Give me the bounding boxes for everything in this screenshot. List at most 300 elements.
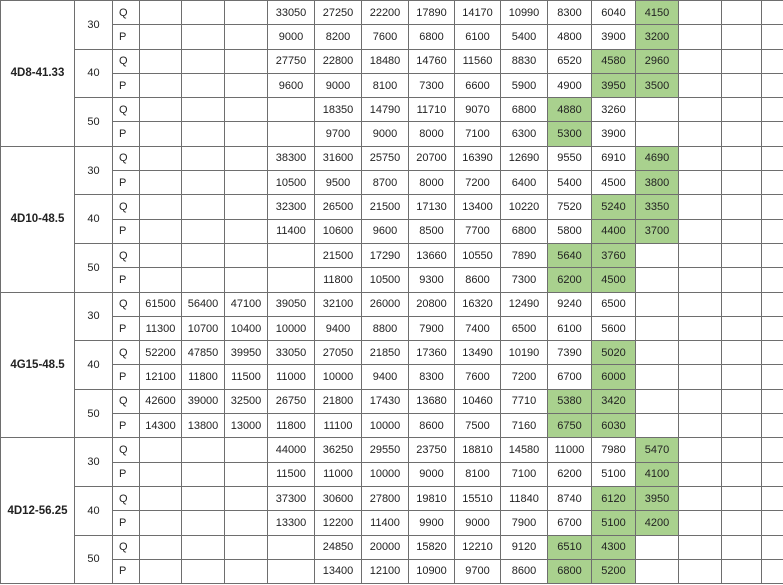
- value-cell: [636, 316, 679, 340]
- value-cell: 5400: [548, 171, 592, 195]
- row-label-cell: Q: [113, 1, 140, 25]
- value-cell: 36250: [315, 438, 362, 462]
- value-cell: 11500: [225, 365, 268, 389]
- model-name-cell: 4D8-41.33: [1, 1, 75, 147]
- value-cell: [762, 49, 783, 73]
- value-cell: 9000: [315, 73, 362, 97]
- value-cell: 9400: [315, 316, 362, 340]
- value-cell: [225, 511, 268, 535]
- value-cell: 11100: [315, 414, 362, 438]
- value-cell: 11300: [140, 316, 182, 340]
- value-cell: 7200: [455, 171, 501, 195]
- value-cell: 5100: [592, 462, 636, 486]
- value-cell: [636, 98, 679, 122]
- model-name-cell: 4D10-48.5: [1, 146, 75, 292]
- value-cell: [762, 511, 783, 535]
- row-label-cell: P: [113, 559, 140, 583]
- value-cell: 7600: [455, 365, 501, 389]
- value-cell: [762, 98, 783, 122]
- value-cell: 12210: [455, 535, 501, 559]
- value-cell: [225, 243, 268, 267]
- value-cell: 7500: [455, 414, 501, 438]
- value-cell: 20800: [409, 292, 455, 316]
- value-cell: [268, 122, 315, 146]
- value-cell: [225, 195, 268, 219]
- value-cell: 30600: [315, 486, 362, 510]
- subgroup-value-cell: 40: [75, 341, 113, 390]
- value-cell: [679, 438, 722, 462]
- value-cell: 4500: [592, 171, 636, 195]
- value-cell: 27250: [315, 1, 362, 25]
- value-cell: 8200: [315, 25, 362, 49]
- value-cell: [722, 316, 762, 340]
- row-label-cell: P: [113, 511, 140, 535]
- value-cell: [636, 559, 679, 583]
- value-cell: 6800: [548, 559, 592, 583]
- value-cell: 6030: [592, 414, 636, 438]
- value-cell: 4880: [548, 98, 592, 122]
- value-cell: 9600: [268, 73, 315, 97]
- table-row: [1, 365, 783, 389]
- value-cell: 7300: [409, 73, 455, 97]
- value-cell: 5300: [548, 122, 592, 146]
- value-cell: [722, 341, 762, 365]
- value-cell: 4800: [548, 25, 592, 49]
- value-cell: [182, 195, 225, 219]
- value-cell: [679, 171, 722, 195]
- value-cell: 5380: [548, 389, 592, 413]
- value-cell: 18810: [455, 438, 501, 462]
- value-cell: [762, 73, 783, 97]
- value-cell: [182, 25, 225, 49]
- value-cell: [722, 559, 762, 583]
- value-cell: 10500: [268, 171, 315, 195]
- table-row: [1, 195, 783, 219]
- value-cell: 8700: [362, 171, 409, 195]
- value-cell: 20700: [409, 146, 455, 170]
- value-cell: [722, 195, 762, 219]
- value-cell: [679, 49, 722, 73]
- value-cell: 5640: [548, 243, 592, 267]
- value-cell: 6500: [501, 316, 548, 340]
- value-cell: 4150: [636, 1, 679, 25]
- value-cell: 6910: [592, 146, 636, 170]
- value-cell: [636, 292, 679, 316]
- value-cell: [722, 365, 762, 389]
- value-cell: [182, 268, 225, 292]
- value-cell: [182, 511, 225, 535]
- value-cell: [762, 25, 783, 49]
- row-label-cell: P: [113, 122, 140, 146]
- value-cell: 4300: [592, 535, 636, 559]
- value-cell: 9000: [409, 462, 455, 486]
- value-cell: [762, 1, 783, 25]
- value-cell: [722, 1, 762, 25]
- value-cell: [182, 486, 225, 510]
- value-cell: 39050: [268, 292, 315, 316]
- value-cell: 39950: [225, 341, 268, 365]
- value-cell: [762, 243, 783, 267]
- row-label-cell: Q: [113, 243, 140, 267]
- value-cell: 26000: [362, 292, 409, 316]
- value-cell: [722, 98, 762, 122]
- value-cell: 5100: [592, 511, 636, 535]
- value-cell: [679, 511, 722, 535]
- value-cell: [140, 73, 182, 97]
- value-cell: 14790: [362, 98, 409, 122]
- value-cell: 6510: [548, 535, 592, 559]
- value-cell: 4500: [592, 268, 636, 292]
- table-row: [1, 292, 783, 316]
- value-cell: [762, 316, 783, 340]
- value-cell: [636, 268, 679, 292]
- value-cell: [679, 122, 722, 146]
- value-cell: [225, 146, 268, 170]
- value-cell: 11800: [268, 414, 315, 438]
- value-cell: 9000: [268, 25, 315, 49]
- value-cell: [762, 438, 783, 462]
- value-cell: 47850: [182, 341, 225, 365]
- value-cell: [268, 268, 315, 292]
- value-cell: 15820: [409, 535, 455, 559]
- value-cell: 7200: [501, 365, 548, 389]
- value-cell: 26500: [315, 195, 362, 219]
- value-cell: 13490: [455, 341, 501, 365]
- value-cell: [268, 559, 315, 583]
- value-cell: [225, 268, 268, 292]
- value-cell: 10000: [315, 365, 362, 389]
- value-cell: [722, 535, 762, 559]
- value-cell: 7400: [455, 316, 501, 340]
- value-cell: [225, 559, 268, 583]
- value-cell: [722, 219, 762, 243]
- value-cell: [762, 122, 783, 146]
- row-label-cell: Q: [113, 341, 140, 365]
- value-cell: 10000: [362, 414, 409, 438]
- value-cell: 5600: [592, 316, 636, 340]
- value-cell: [140, 511, 182, 535]
- value-cell: [762, 146, 783, 170]
- value-cell: 11000: [548, 438, 592, 462]
- value-cell: 7100: [455, 122, 501, 146]
- value-cell: [140, 243, 182, 267]
- table-row: [1, 98, 783, 122]
- value-cell: 6120: [592, 486, 636, 510]
- subgroup-value-cell: 50: [75, 243, 113, 292]
- value-cell: [225, 98, 268, 122]
- row-label-cell: Q: [113, 438, 140, 462]
- value-cell: 9550: [548, 146, 592, 170]
- value-cell: 13400: [315, 559, 362, 583]
- value-cell: 10700: [182, 316, 225, 340]
- value-cell: 8100: [362, 73, 409, 97]
- value-cell: 4400: [592, 219, 636, 243]
- value-cell: [636, 122, 679, 146]
- value-cell: [762, 171, 783, 195]
- value-cell: 13000: [225, 414, 268, 438]
- value-cell: 10600: [315, 219, 362, 243]
- value-cell: 42600: [140, 389, 182, 413]
- value-cell: 6800: [501, 219, 548, 243]
- value-cell: 6400: [501, 171, 548, 195]
- row-label-cell: P: [113, 25, 140, 49]
- value-cell: 3900: [592, 122, 636, 146]
- value-cell: [140, 195, 182, 219]
- value-cell: 10400: [225, 316, 268, 340]
- value-cell: 44000: [268, 438, 315, 462]
- value-cell: 6750: [548, 414, 592, 438]
- row-label-cell: P: [113, 268, 140, 292]
- value-cell: [679, 365, 722, 389]
- value-cell: 9300: [409, 268, 455, 292]
- value-cell: [225, 73, 268, 97]
- value-cell: 3760: [592, 243, 636, 267]
- value-cell: 8830: [501, 49, 548, 73]
- value-cell: 9700: [315, 122, 362, 146]
- table-row: [1, 73, 783, 97]
- value-cell: [722, 414, 762, 438]
- value-cell: 16390: [455, 146, 501, 170]
- value-cell: [225, 219, 268, 243]
- value-cell: [762, 341, 783, 365]
- value-cell: 8740: [548, 486, 592, 510]
- value-cell: 21800: [315, 389, 362, 413]
- value-cell: [182, 438, 225, 462]
- value-cell: [762, 559, 783, 583]
- table-row: [1, 486, 783, 510]
- value-cell: 11400: [268, 219, 315, 243]
- value-cell: [140, 219, 182, 243]
- value-cell: 10000: [362, 462, 409, 486]
- value-cell: 10990: [501, 1, 548, 25]
- table-row: [1, 49, 783, 73]
- value-cell: 3260: [592, 98, 636, 122]
- row-label-cell: P: [113, 462, 140, 486]
- value-cell: 9900: [409, 511, 455, 535]
- value-cell: 13660: [409, 243, 455, 267]
- value-cell: 7980: [592, 438, 636, 462]
- value-cell: 29550: [362, 438, 409, 462]
- value-cell: [679, 1, 722, 25]
- value-cell: 11560: [455, 49, 501, 73]
- subgroup-value-cell: 50: [75, 535, 113, 584]
- row-label-cell: Q: [113, 389, 140, 413]
- value-cell: [679, 219, 722, 243]
- value-cell: 9070: [455, 98, 501, 122]
- subgroup-value-cell: 30: [75, 146, 113, 195]
- table-row: [1, 438, 783, 462]
- value-cell: [679, 389, 722, 413]
- value-cell: 4200: [636, 511, 679, 535]
- value-cell: 17890: [409, 1, 455, 25]
- value-cell: [225, 49, 268, 73]
- value-cell: 7900: [409, 316, 455, 340]
- value-cell: 5900: [501, 73, 548, 97]
- value-cell: 7700: [455, 219, 501, 243]
- value-cell: 9400: [362, 365, 409, 389]
- value-cell: 5020: [592, 341, 636, 365]
- value-cell: 3350: [636, 195, 679, 219]
- value-cell: 4100: [636, 462, 679, 486]
- value-cell: 3200: [636, 25, 679, 49]
- value-cell: 10000: [268, 316, 315, 340]
- row-label-cell: Q: [113, 49, 140, 73]
- value-cell: 8600: [455, 268, 501, 292]
- row-label-cell: Q: [113, 146, 140, 170]
- value-cell: [182, 49, 225, 73]
- value-cell: 4690: [636, 146, 679, 170]
- value-cell: [268, 98, 315, 122]
- value-cell: 9000: [455, 511, 501, 535]
- value-cell: [679, 25, 722, 49]
- value-cell: 7600: [362, 25, 409, 49]
- value-cell: 7100: [501, 462, 548, 486]
- value-cell: 8300: [409, 365, 455, 389]
- value-cell: [636, 414, 679, 438]
- row-label-cell: P: [113, 73, 140, 97]
- row-label-cell: P: [113, 219, 140, 243]
- value-cell: 18350: [315, 98, 362, 122]
- value-cell: [722, 486, 762, 510]
- value-cell: 37300: [268, 486, 315, 510]
- value-cell: 12690: [501, 146, 548, 170]
- value-cell: [182, 146, 225, 170]
- table-row: [1, 1, 783, 25]
- value-cell: [636, 341, 679, 365]
- value-cell: 47100: [225, 292, 268, 316]
- value-cell: 6040: [592, 1, 636, 25]
- value-cell: 14580: [501, 438, 548, 462]
- model-name-cell: 4G15-48.5: [1, 292, 75, 438]
- value-cell: [679, 243, 722, 267]
- row-label-cell: Q: [113, 292, 140, 316]
- value-cell: 3950: [592, 73, 636, 97]
- model-name-cell: 4D12-56.25: [1, 438, 75, 584]
- value-cell: 22200: [362, 1, 409, 25]
- value-cell: 19810: [409, 486, 455, 510]
- value-cell: 11000: [315, 462, 362, 486]
- row-label-cell: Q: [113, 195, 140, 219]
- value-cell: 21850: [362, 341, 409, 365]
- value-cell: 20000: [362, 535, 409, 559]
- value-cell: [225, 486, 268, 510]
- value-cell: 10460: [455, 389, 501, 413]
- value-cell: [636, 365, 679, 389]
- subgroup-value-cell: 30: [75, 292, 113, 341]
- value-cell: [182, 219, 225, 243]
- table-row: [1, 25, 783, 49]
- table-row: [1, 316, 783, 340]
- value-cell: [679, 341, 722, 365]
- subgroup-value-cell: 50: [75, 98, 113, 147]
- value-cell: [225, 1, 268, 25]
- value-cell: [679, 535, 722, 559]
- value-cell: 7160: [501, 414, 548, 438]
- table-row: [1, 535, 783, 559]
- value-cell: 6700: [548, 365, 592, 389]
- value-cell: 39000: [182, 389, 225, 413]
- row-label-cell: Q: [113, 98, 140, 122]
- value-cell: 10190: [501, 341, 548, 365]
- table-row: [1, 389, 783, 413]
- value-cell: [762, 195, 783, 219]
- value-cell: [140, 171, 182, 195]
- value-cell: [762, 462, 783, 486]
- value-cell: 23750: [409, 438, 455, 462]
- value-cell: [722, 122, 762, 146]
- value-cell: [762, 535, 783, 559]
- value-cell: 56400: [182, 292, 225, 316]
- value-cell: 24850: [315, 535, 362, 559]
- value-cell: 3500: [636, 73, 679, 97]
- value-cell: [722, 25, 762, 49]
- value-cell: 17130: [409, 195, 455, 219]
- value-cell: [182, 559, 225, 583]
- value-cell: 17290: [362, 243, 409, 267]
- value-cell: 32500: [225, 389, 268, 413]
- value-cell: [762, 414, 783, 438]
- subgroup-value-cell: 40: [75, 195, 113, 244]
- value-cell: [140, 535, 182, 559]
- value-cell: 10550: [455, 243, 501, 267]
- value-cell: 6600: [455, 73, 501, 97]
- value-cell: [722, 511, 762, 535]
- value-cell: [140, 25, 182, 49]
- value-cell: 25750: [362, 146, 409, 170]
- value-cell: [140, 268, 182, 292]
- value-cell: 33050: [268, 341, 315, 365]
- value-cell: 10220: [501, 195, 548, 219]
- value-cell: [679, 559, 722, 583]
- value-cell: [762, 389, 783, 413]
- value-cell: 5470: [636, 438, 679, 462]
- value-cell: 11840: [501, 486, 548, 510]
- value-cell: 6200: [548, 268, 592, 292]
- value-cell: 22800: [315, 49, 362, 73]
- value-cell: [225, 122, 268, 146]
- value-cell: [722, 171, 762, 195]
- value-cell: 5200: [592, 559, 636, 583]
- value-cell: [636, 535, 679, 559]
- value-cell: [679, 268, 722, 292]
- value-cell: 6300: [501, 122, 548, 146]
- value-cell: [268, 535, 315, 559]
- value-cell: 11400: [362, 511, 409, 535]
- value-cell: [722, 243, 762, 267]
- table-row: [1, 462, 783, 486]
- value-cell: 6100: [455, 25, 501, 49]
- value-cell: [182, 535, 225, 559]
- value-cell: [722, 389, 762, 413]
- subgroup-value-cell: 40: [75, 49, 113, 98]
- value-cell: 16320: [455, 292, 501, 316]
- value-cell: 6700: [548, 511, 592, 535]
- value-cell: 13680: [409, 389, 455, 413]
- value-cell: [225, 535, 268, 559]
- value-cell: [225, 25, 268, 49]
- value-cell: [762, 486, 783, 510]
- value-cell: 17360: [409, 341, 455, 365]
- value-cell: 26750: [268, 389, 315, 413]
- value-cell: [722, 268, 762, 292]
- value-cell: 4580: [592, 49, 636, 73]
- subgroup-value-cell: 30: [75, 1, 113, 50]
- row-label-cell: Q: [113, 486, 140, 510]
- value-cell: [722, 146, 762, 170]
- value-cell: [722, 438, 762, 462]
- value-cell: [140, 49, 182, 73]
- value-cell: 9700: [455, 559, 501, 583]
